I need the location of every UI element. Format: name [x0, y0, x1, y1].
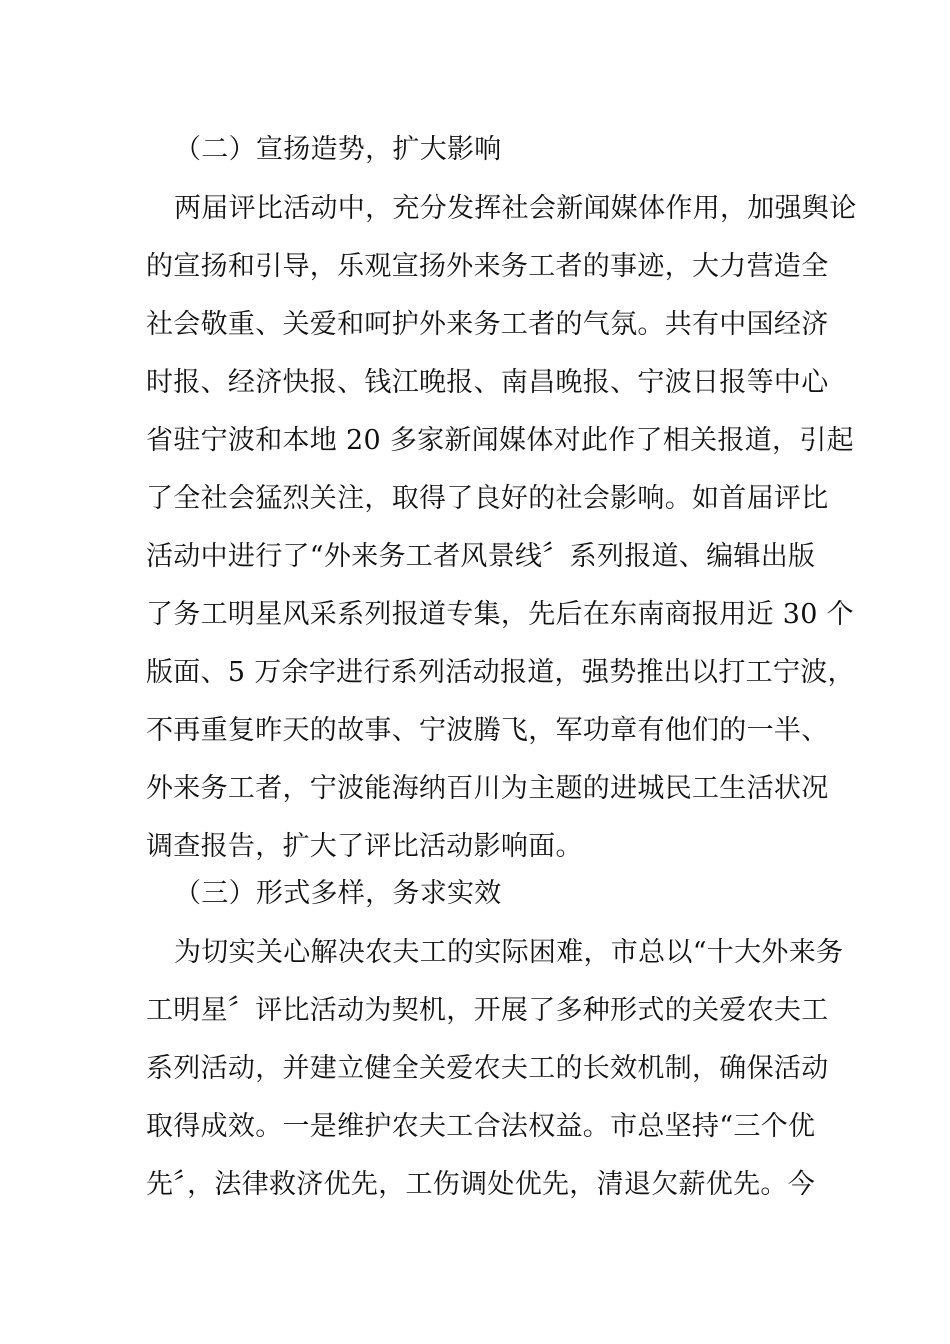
paragraph-line: 工明星〞评比活动为契机，开展了多种形式的关爱农夫工 — [146, 995, 829, 1026]
paragraph-line: 了务工明星风采系列报道专集，先后在东南商报用近 30 个 — [146, 599, 854, 630]
paragraph-line: 时报、经济快报、钱江晚报、南昌晚报、宁波日报等中心 — [146, 367, 829, 398]
paragraph-line: 先〞，法律救济优先，工伤调处优先，清退欠薪优先。今 — [146, 1169, 815, 1200]
paragraph-line: 两届评比活动中，充分发挥社会新闻媒体作用，加强舆论 — [174, 193, 857, 224]
paragraph-line: 活动中进行了“外来务工者风景线〞系列报道、编辑出版 — [146, 541, 816, 572]
section-heading: （二）宣扬造势，扩大影响 — [174, 134, 502, 165]
paragraph-line: 为切实关心解决农夫工的实际困难，市总以“十大外来务 — [174, 937, 844, 968]
paragraph-line: 系列活动，并建立健全关爱农夫工的长效机制，确保活动 — [146, 1053, 829, 1084]
paragraph-line: 不再重复昨天的故事、宁波腾飞，军功章有他们的一半、 — [146, 715, 829, 746]
paragraph-line: 省驻宁波和本地 20 多家新闻媒体对此作了相关报道，引起 — [146, 425, 854, 456]
paragraph-line: 的宣扬和引导，乐观宣扬外来务工者的事迹，大力营造全 — [146, 251, 829, 282]
paragraph-line: 社会敬重、关爱和呵护外来务工者的气氛。共有中国经济 — [146, 309, 829, 340]
section-heading: （三）形式多样，务求实效 — [174, 878, 502, 909]
paragraph-line: 版面、5 万余字进行系列活动报道，强势推出以打工宁波， — [146, 657, 855, 688]
paragraph-line: 取得成效。一是维护农夫工合法权益。市总坚持“三个优 — [146, 1111, 816, 1142]
paragraph-line: 调查报告，扩大了评比活动影响面。 — [146, 831, 583, 862]
paragraph-line: 外来务工者，宁波能海纳百川为主题的进城民工生活状况 — [146, 773, 829, 804]
paragraph-line: 了全社会猛烈关注，取得了良好的社会影响。如首届评比 — [146, 483, 829, 514]
